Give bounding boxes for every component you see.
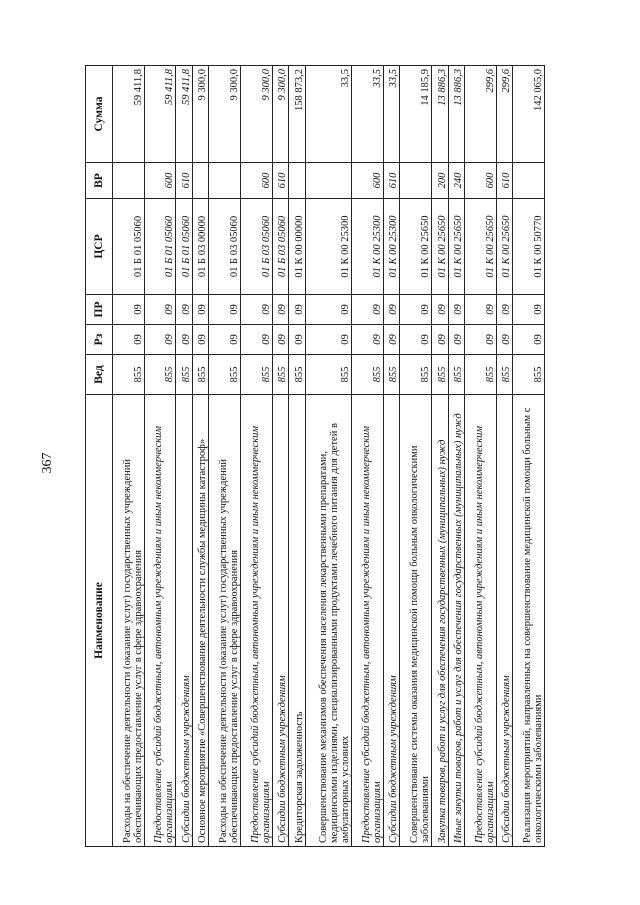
- cell-ved: 855: [272, 355, 289, 395]
- cell-pr: 09: [352, 295, 384, 325]
- cell-name: Расходы на обеспечение деятельности (оказание услуг) государственных учреждений обеспечивающих предоставление услуг в сфере здравоохранения: [113, 395, 145, 847]
- cell-sum: 9 300,0: [240, 66, 272, 163]
- cell-sum: 299,6: [465, 66, 497, 163]
- cell-rz: 09: [113, 325, 145, 355]
- cell-vr: 240: [448, 163, 465, 199]
- header-pr: ПР: [86, 295, 113, 325]
- header-ved: Вед: [86, 355, 113, 395]
- table-header-row: [86, 66, 113, 847]
- cell-ved: 855: [289, 355, 306, 395]
- cell-vr: 610: [176, 163, 193, 199]
- cell-pr: 09: [400, 295, 432, 325]
- table-row: [465, 66, 497, 847]
- cell-csr: 01 К 00 25300: [383, 199, 400, 295]
- cell-vr: 600: [465, 163, 497, 199]
- cell-ved: 855: [352, 355, 384, 395]
- table-row: [352, 66, 384, 847]
- cell-rz: 09: [209, 325, 241, 355]
- cell-sum: 9 300,0: [272, 66, 289, 163]
- cell-pr: 09: [192, 295, 209, 325]
- cell-vr: [513, 163, 545, 199]
- cell-rz: 09: [144, 325, 176, 355]
- table-row: [144, 66, 176, 847]
- cell-csr: 01 Б 01 05060: [176, 199, 193, 295]
- cell-vr: 600: [352, 163, 384, 199]
- cell-ved: 855: [448, 355, 465, 395]
- cell-name: Закупка товаров, работ и услуг для обеспечения государственных (муниципальных) нужд: [432, 395, 449, 847]
- cell-sum: 33,5: [352, 66, 384, 163]
- table-row: [272, 66, 289, 847]
- cell-sum: 9 300,0: [192, 66, 209, 163]
- cell-ved: 855: [496, 355, 513, 395]
- cell-pr: 09: [272, 295, 289, 325]
- header-vr: ВР: [86, 163, 113, 199]
- cell-csr: 01 Б 03 05060: [272, 199, 289, 295]
- cell-name: Реализация мероприятий, направленных на совершенствование медицинской помощи больным с онкологическими заболеваниями: [513, 395, 545, 847]
- cell-ved: 855: [383, 355, 400, 395]
- cell-vr: 610: [496, 163, 513, 199]
- cell-sum: 59 411,8: [176, 66, 193, 163]
- header-rz: Рз: [86, 325, 113, 355]
- cell-ved: 855: [176, 355, 193, 395]
- cell-csr: 01 К 00 25650: [400, 199, 432, 295]
- cell-ved: 855: [400, 355, 432, 395]
- table-row: [192, 66, 209, 847]
- cell-rz: 09: [272, 325, 289, 355]
- cell-name: Основное мероприятие «Совершенствование деятельности службы медицины катастроф»: [192, 395, 209, 847]
- cell-name: Предоставление субсидий бюджетным, автономным учреждениям и иным некоммерческим организациям: [240, 395, 272, 847]
- cell-name: Предоставление субсидий бюджетным, автономным учреждениям и иным некоммерческим организациям: [352, 395, 384, 847]
- cell-pr: 09: [448, 295, 465, 325]
- cell-name: Иные закупки товаров, работ и услуг для обеспечения государственных (муниципальных) нужд: [448, 395, 465, 847]
- cell-name: Совершенствование системы оказания медицинской помощи больным онкологическими заболеваниями: [400, 395, 432, 847]
- cell-ved: 855: [465, 355, 497, 395]
- cell-csr: 01 Б 01 05060: [144, 199, 176, 295]
- cell-vr: [209, 163, 241, 199]
- cell-rz: 09: [432, 325, 449, 355]
- cell-ved: 855: [432, 355, 449, 395]
- table-row: [113, 66, 145, 847]
- cell-csr: 01 К 00 25300: [352, 199, 384, 295]
- cell-vr: [192, 163, 209, 199]
- cell-sum: 14 185,9: [400, 66, 432, 163]
- cell-pr: 09: [513, 295, 545, 325]
- table-row: [383, 66, 400, 847]
- cell-vr: 610: [383, 163, 400, 199]
- cell-rz: 09: [496, 325, 513, 355]
- table-row: [289, 66, 306, 847]
- cell-rz: 09: [176, 325, 193, 355]
- page-number: 367: [40, 452, 55, 474]
- table-row: [496, 66, 513, 847]
- cell-sum: 299,6: [496, 66, 513, 163]
- cell-sum: 59 411,8: [113, 66, 145, 163]
- cell-csr: 01 К 00 25650: [496, 199, 513, 295]
- cell-vr: [289, 163, 306, 199]
- table-row: [305, 66, 352, 847]
- header-sum: Сумма: [86, 66, 113, 163]
- cell-sum: 142 065,0: [513, 66, 545, 163]
- table-row: [240, 66, 272, 847]
- header-csr: ЦСР: [86, 199, 113, 295]
- cell-pr: 09: [432, 295, 449, 325]
- cell-name: Расходы на обеспечение деятельности (оказание услуг) государственных учреждений обеспечивающих предоставление услуг в сфере здравоохранения: [209, 395, 241, 847]
- cell-ved: 855: [209, 355, 241, 395]
- cell-rz: 09: [513, 325, 545, 355]
- cell-csr: 01 Б 03 05060: [240, 199, 272, 295]
- cell-csr: 01 Б 01 05060: [113, 199, 145, 295]
- cell-name: Предоставление субсидий бюджетным, автономным учреждениям и иным некоммерческим организациям: [465, 395, 497, 847]
- cell-rz: 09: [400, 325, 432, 355]
- cell-rz: 09: [192, 325, 209, 355]
- cell-rz: 09: [240, 325, 272, 355]
- cell-vr: [113, 163, 145, 199]
- cell-sum: 33,5: [305, 66, 352, 163]
- cell-pr: 09: [144, 295, 176, 325]
- cell-rz: 09: [465, 325, 497, 355]
- rotated-table-container: [85, 66, 545, 847]
- cell-name: Субсидии бюджетным учреждениям: [272, 395, 289, 847]
- table-row: [400, 66, 432, 847]
- cell-vr: [305, 163, 352, 199]
- header-name: Наименование: [86, 395, 113, 847]
- cell-sum: 59 411,8: [144, 66, 176, 163]
- cell-ved: 855: [144, 355, 176, 395]
- cell-ved: 855: [513, 355, 545, 395]
- cell-sum: 158 873,2: [289, 66, 306, 163]
- cell-vr: 200: [432, 163, 449, 199]
- cell-vr: 610: [272, 163, 289, 199]
- cell-sum: 9 300,0: [209, 66, 241, 163]
- cell-rz: 09: [289, 325, 306, 355]
- cell-vr: [400, 163, 432, 199]
- table-row: [176, 66, 193, 847]
- cell-pr: 09: [305, 295, 352, 325]
- table-row: [209, 66, 241, 847]
- cell-rz: 09: [305, 325, 352, 355]
- cell-vr: 600: [240, 163, 272, 199]
- cell-name: Предоставление субсидий бюджетным, автономным учреждениям и иным некоммерческим организациям: [144, 395, 176, 847]
- cell-pr: 09: [113, 295, 145, 325]
- table-row: [432, 66, 449, 847]
- cell-csr: 01 К 00 25650: [448, 199, 465, 295]
- cell-name: Субсидии бюджетным учреждениям: [383, 395, 400, 847]
- cell-rz: 09: [352, 325, 384, 355]
- cell-name: Субсидии бюджетным учреждениям: [176, 395, 193, 847]
- cell-csr: 01 К 00 00000: [289, 199, 306, 295]
- cell-ved: 855: [192, 355, 209, 395]
- cell-ved: 855: [240, 355, 272, 395]
- cell-csr: 01 К 00 25300: [305, 199, 352, 295]
- cell-csr: 01 Б 03 05060: [209, 199, 241, 295]
- cell-pr: 09: [383, 295, 400, 325]
- cell-pr: 09: [209, 295, 241, 325]
- cell-ved: 855: [113, 355, 145, 395]
- cell-sum: 13 886,3: [432, 66, 449, 163]
- cell-csr: 01 К 00 25650: [465, 199, 497, 295]
- cell-sum: 13 886,3: [448, 66, 465, 163]
- cell-csr: 01 К 00 50770: [513, 199, 545, 295]
- budget-table: [85, 65, 545, 847]
- cell-name: Субсидии бюджетным учреждениям: [496, 395, 513, 847]
- cell-pr: 09: [176, 295, 193, 325]
- cell-csr: 01 К 00 25650: [432, 199, 449, 295]
- cell-rz: 09: [448, 325, 465, 355]
- cell-pr: 09: [496, 295, 513, 325]
- cell-ved: 855: [305, 355, 352, 395]
- cell-vr: 600: [144, 163, 176, 199]
- cell-name: Совершенствование механизмов обеспечения населения лекарственными препаратами, медицинскими изделиями, специализированными продуктами лечебного питания для детей в амбулаторных условиях: [305, 395, 352, 847]
- cell-pr: 09: [289, 295, 306, 325]
- table-row: [448, 66, 465, 847]
- cell-name: Кредиторская задолженность: [289, 395, 306, 847]
- cell-rz: 09: [383, 325, 400, 355]
- cell-csr: 01 Б 03 00000: [192, 199, 209, 295]
- cell-pr: 09: [465, 295, 497, 325]
- cell-sum: 33,5: [383, 66, 400, 163]
- cell-pr: 09: [240, 295, 272, 325]
- table-row: [513, 66, 545, 847]
